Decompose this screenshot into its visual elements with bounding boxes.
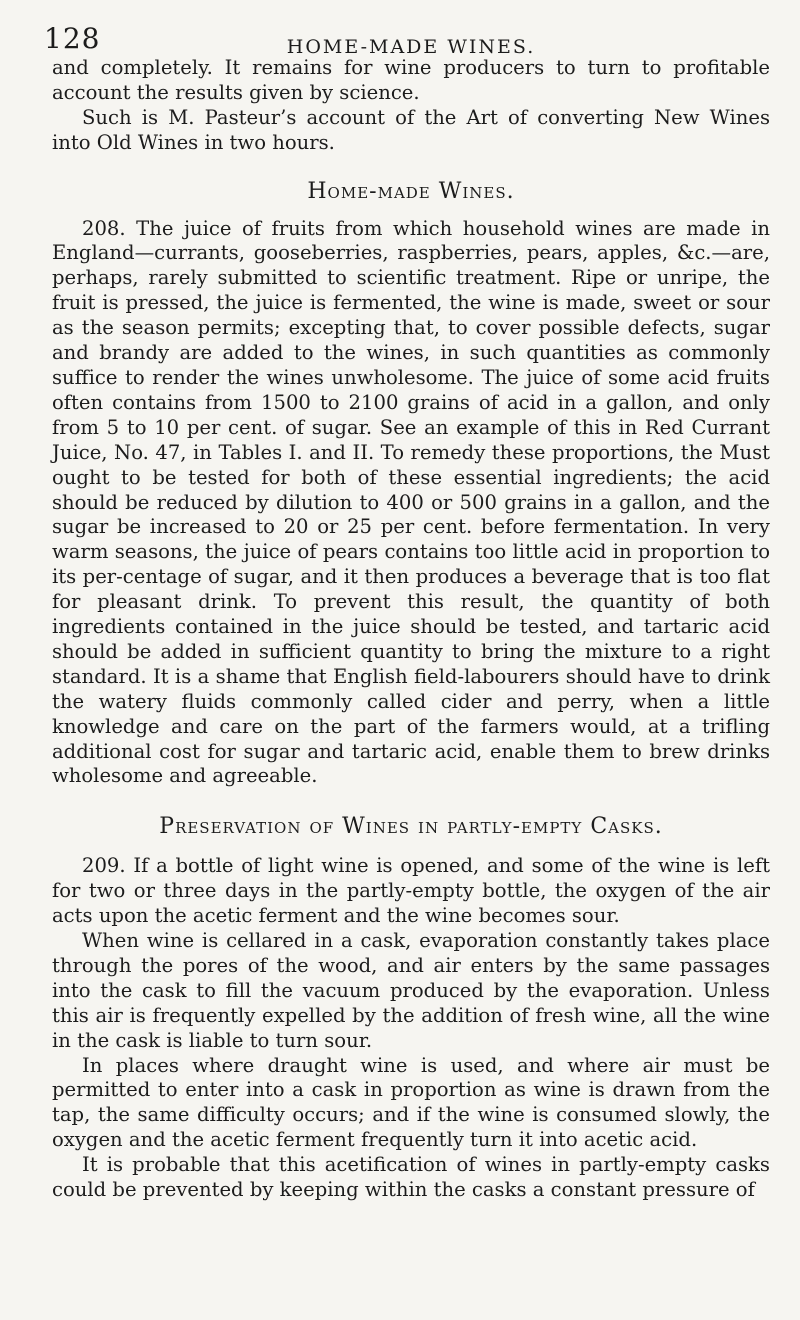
body-text — [52, 56, 770, 1203]
intro-paragraph-continued: and completely. It remains for wine producers to turn to profitable account the results given by science. — [52, 56, 770, 104]
section-heading-preservation: Preservation of Wines in partly-empty Casks. — [159, 814, 663, 840]
paragraph-208: 208. The juice of fruits from which household wines are made in England—currants, gooseberries, raspberries, pears, apples, &c.—are, perhaps, rarely submitted to scientific treatment. Ripe or unripe, the fruit is pressed, the juice is fermented, the wine is made, sweet or sour as the season permits; excepting that, to cover possible defects, sugar and brandy are added to the wines, in such quantities as commonly suffice to render the wines unwholesome. The juice of some acid fruits often contains from 1500 to 2100 grains of acid in a gallon, and only from 5 to 10 per cent. of sugar. See an example of this in Red Currant Juice, No. 47, in Tables I. and II. To remedy these proportions, the Must ought to be tested for both of these essential ingredients; the acid should be reduced by dilution to 400 or 500 grains in a gallon, and the sugar be increased to 20 or 25 per cent. before fermentation. In very warm seasons, the juice of pears contains too little acid in proportion to its per-centage of sugar, and it then produces a beverage that is too flat for pleasant drink. To prevent this result, the quantity of both ingredients contained in the juice should be tested, and tartaric acid should be added in sufficient quantity to bring the mixture to a right standard. It is a shame that English field-labourers should have to drink the watery fluids commonly called cider and perry, when a little knowledge and care on the part of the farmers would, at a trifling additional cost for sugar and tartaric acid, enable them to brew drinks wholesome and agreeable. — [52, 216, 770, 788]
running-head — [44, 22, 770, 58]
running-title: HOME-MADE WINES. — [286, 36, 536, 58]
paragraph-draught-wine: In places where draught wine is used, and where air must be permitted to enter into a cask in proportion as wine is drawn from the tap, the same difficulty occurs; and if the wine is consumed slowly, the oxygen and the acetic ferment frequently turn it into acetic acid. — [52, 1053, 770, 1152]
paragraph-cellared-cask: When wine is cellared in a cask, evaporation constantly takes place through the pores of the wood, and air enters by the same passages into the cask to fill the vacuum produced by the evaporation. Unless this air is frequently expelled by the addition of fresh wine, all the wine in the cask is liable to turn sour. — [52, 929, 770, 1052]
section-heading-home-made-wines: Home-made Wines. — [307, 178, 515, 204]
paragraph-209: 209. If a bottle of light wine is opened, and some of the wine is left for two or three days in the partly-empty bottle, the oxygen of the air acts upon the acetic ferment and the wine becomes sour. — [52, 854, 770, 928]
intro-paragraph-pasteur: Such is M. Pasteur’s account of the Art of converting New Wines into Old Wines in two hours. — [52, 105, 770, 154]
paragraph-acetification: It is probable that this acetification of wines in partly-empty casks could be prevented by keeping within the casks a constant pressure of — [52, 1153, 770, 1202]
page-number: 128 — [44, 22, 101, 55]
